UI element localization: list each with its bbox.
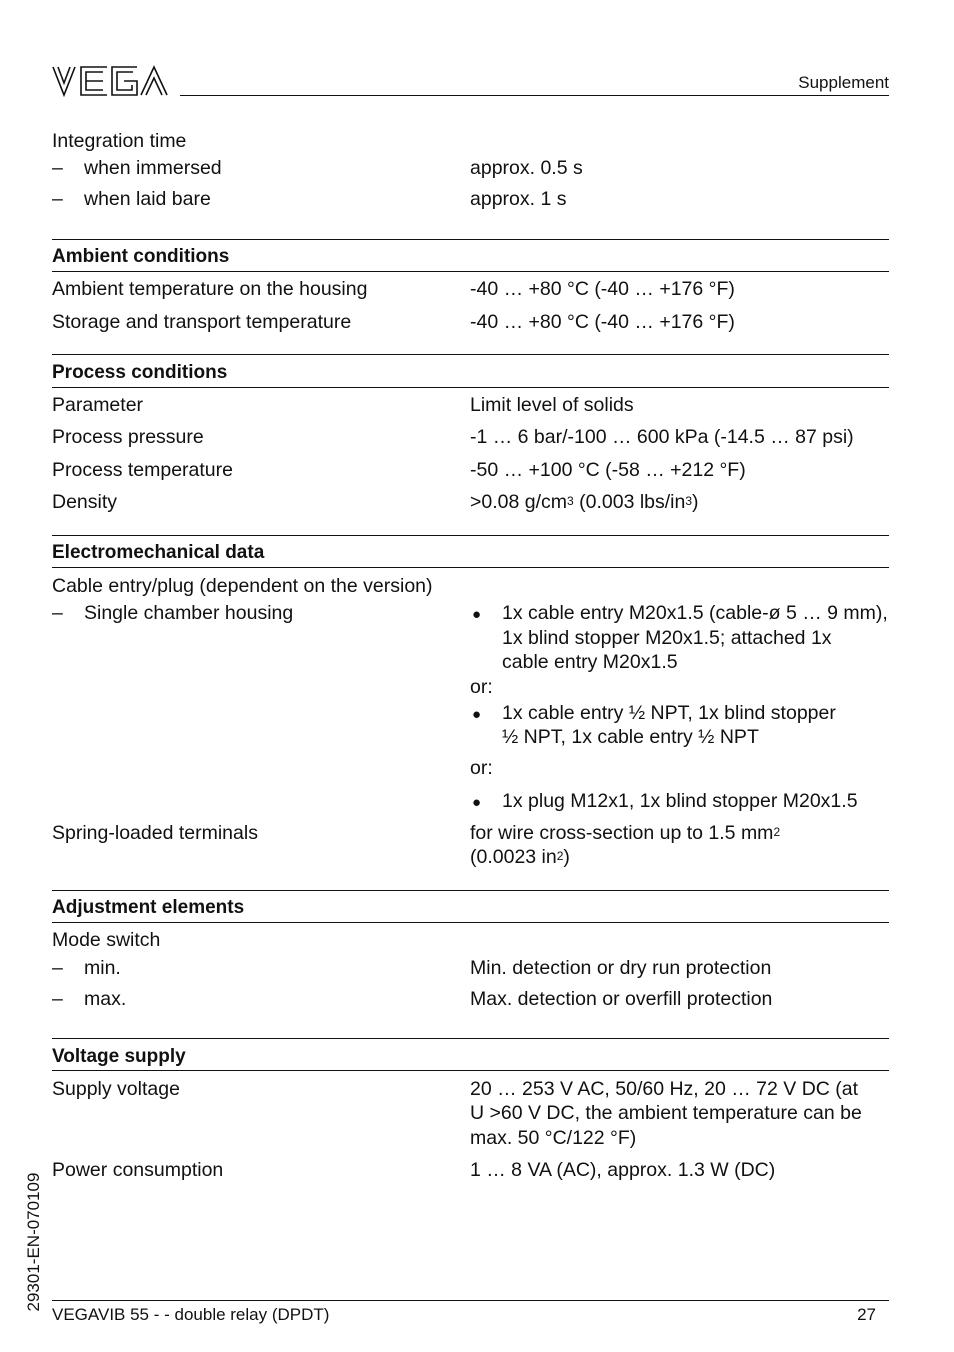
when-laid-bare-label: when laid bare <box>84 188 211 210</box>
max-label: max. <box>84 988 127 1010</box>
process-conditions-heading: Process conditions <box>52 362 228 383</box>
bullet1-line3: cable entry M20x1.5 <box>502 651 678 673</box>
section-label: Supplement <box>798 73 889 92</box>
section-rule <box>52 535 889 536</box>
cable-entry-label: Cable entry/plug (dependent on the version) <box>52 575 433 597</box>
supply-voltage-line1: 20 … 253 V AC, 50/60 Hz, 20 … 72 V DC (at <box>470 1078 859 1100</box>
bullet-glyph: ● <box>472 794 482 811</box>
single-chamber-label: Single chamber housing <box>84 602 294 624</box>
density-value: >0.08 $g/cm^3$ (0.003 lbs/$in^3$) <box>470 491 699 513</box>
section-rule <box>52 271 889 272</box>
integration-time-label: Integration time <box>52 130 187 152</box>
bullet-glyph: ● <box>472 606 482 623</box>
min-label: min. <box>84 957 121 979</box>
bullet1-line2: 1x blind stopper M20x1.5; attached 1x <box>502 627 832 649</box>
when-laid-bare-value: approx. 1 s <box>470 188 567 210</box>
spring-terminals-value-line2: (0.0023 $in^2$) <box>470 846 570 868</box>
storage-temperature-value: -40 … +80 °C (-40 … +176 °F) <box>470 311 735 333</box>
mode-switch-label: Mode switch <box>52 929 161 951</box>
min-value: Min. detection or dry run protection <box>470 957 772 979</box>
bullet3-line: 1x plug M12x1, 1x blind stopper M20x1.5 <box>502 790 858 812</box>
bullet-glyph: ● <box>472 706 482 723</box>
header-rule <box>180 95 889 96</box>
power-consumption-label: Power consumption <box>52 1159 224 1181</box>
or-separator: or: <box>470 757 493 779</box>
or-separator: or: <box>470 676 493 698</box>
section-rule <box>52 1070 889 1071</box>
max-value: Max. detection or overfill protection <box>470 988 773 1010</box>
parameter-value: Limit level of solids <box>470 394 634 416</box>
page-number: 27 <box>857 1305 876 1324</box>
section-rule <box>52 922 889 923</box>
electromechanical-data-heading: Electromechanical data <box>52 542 265 563</box>
supply-voltage-line2: U >60 V DC, the ambient temperature can be <box>470 1102 862 1124</box>
parameter-label: Parameter <box>52 394 144 416</box>
section-rule <box>52 1038 889 1039</box>
process-pressure-label: Process pressure <box>52 426 204 448</box>
footer-rule <box>52 1300 889 1301</box>
list-dash: – <box>52 957 63 979</box>
spring-terminals-value-line1: for wire cross-section up to 1.5 $mm^2$ <box>470 822 781 844</box>
spring-terminals-label: Spring-loaded terminals <box>52 822 258 844</box>
footer-product: VEGAVIB 55 - - double relay (DPDT) <box>52 1305 330 1324</box>
section-rule <box>52 239 889 240</box>
section-rule <box>52 387 889 388</box>
vega-logo-icon <box>51 64 169 98</box>
section-rule <box>52 567 889 568</box>
storage-temperature-label: Storage and transport temperature <box>52 311 352 333</box>
vega-logo <box>51 64 169 98</box>
adjustment-elements-heading: Adjustment elements <box>52 897 245 918</box>
when-immersed-label: when immersed <box>84 157 222 179</box>
process-pressure-value: -1 … 6 bar/-100 … 600 kPa (-14.5 … 87 psi) <box>470 426 854 448</box>
list-dash: – <box>52 988 63 1010</box>
ambient-temperature-value: -40 … +80 °C (-40 … +176 °F) <box>470 278 735 300</box>
section-rule <box>52 354 889 355</box>
voltage-supply-heading: Voltage supply <box>52 1046 186 1067</box>
list-dash: – <box>52 188 63 210</box>
when-immersed-value: approx. 0.5 s <box>470 157 583 179</box>
ambient-conditions-heading: Ambient conditions <box>52 246 230 267</box>
supply-voltage-label: Supply voltage <box>52 1078 180 1100</box>
process-temperature-value: -50 … +100 °C (-58 … +212 °F) <box>470 459 746 481</box>
bullet2-line2: ½ NPT, 1x cable entry ½ NPT <box>502 726 759 748</box>
power-consumption-value: 1 … 8 VA (AC), approx. 1.3 W (DC) <box>470 1159 776 1181</box>
density-label: Density <box>52 491 118 513</box>
process-temperature-label: Process temperature <box>52 459 233 481</box>
supply-voltage-line3: max. 50 °C/122 °F) <box>470 1127 637 1149</box>
section-rule <box>52 890 889 891</box>
document-number: 29301-EN-070109 <box>24 1172 43 1312</box>
list-dash: – <box>52 157 63 179</box>
list-dash: – <box>52 602 63 624</box>
bullet1-line1: 1x cable entry M20x1.5 (cable-ø 5 … 9 mm), <box>502 602 888 624</box>
ambient-temperature-label: Ambient temperature on the housing <box>52 278 368 300</box>
bullet2-line1: 1x cable entry ½ NPT, 1x blind stopper <box>502 702 836 724</box>
